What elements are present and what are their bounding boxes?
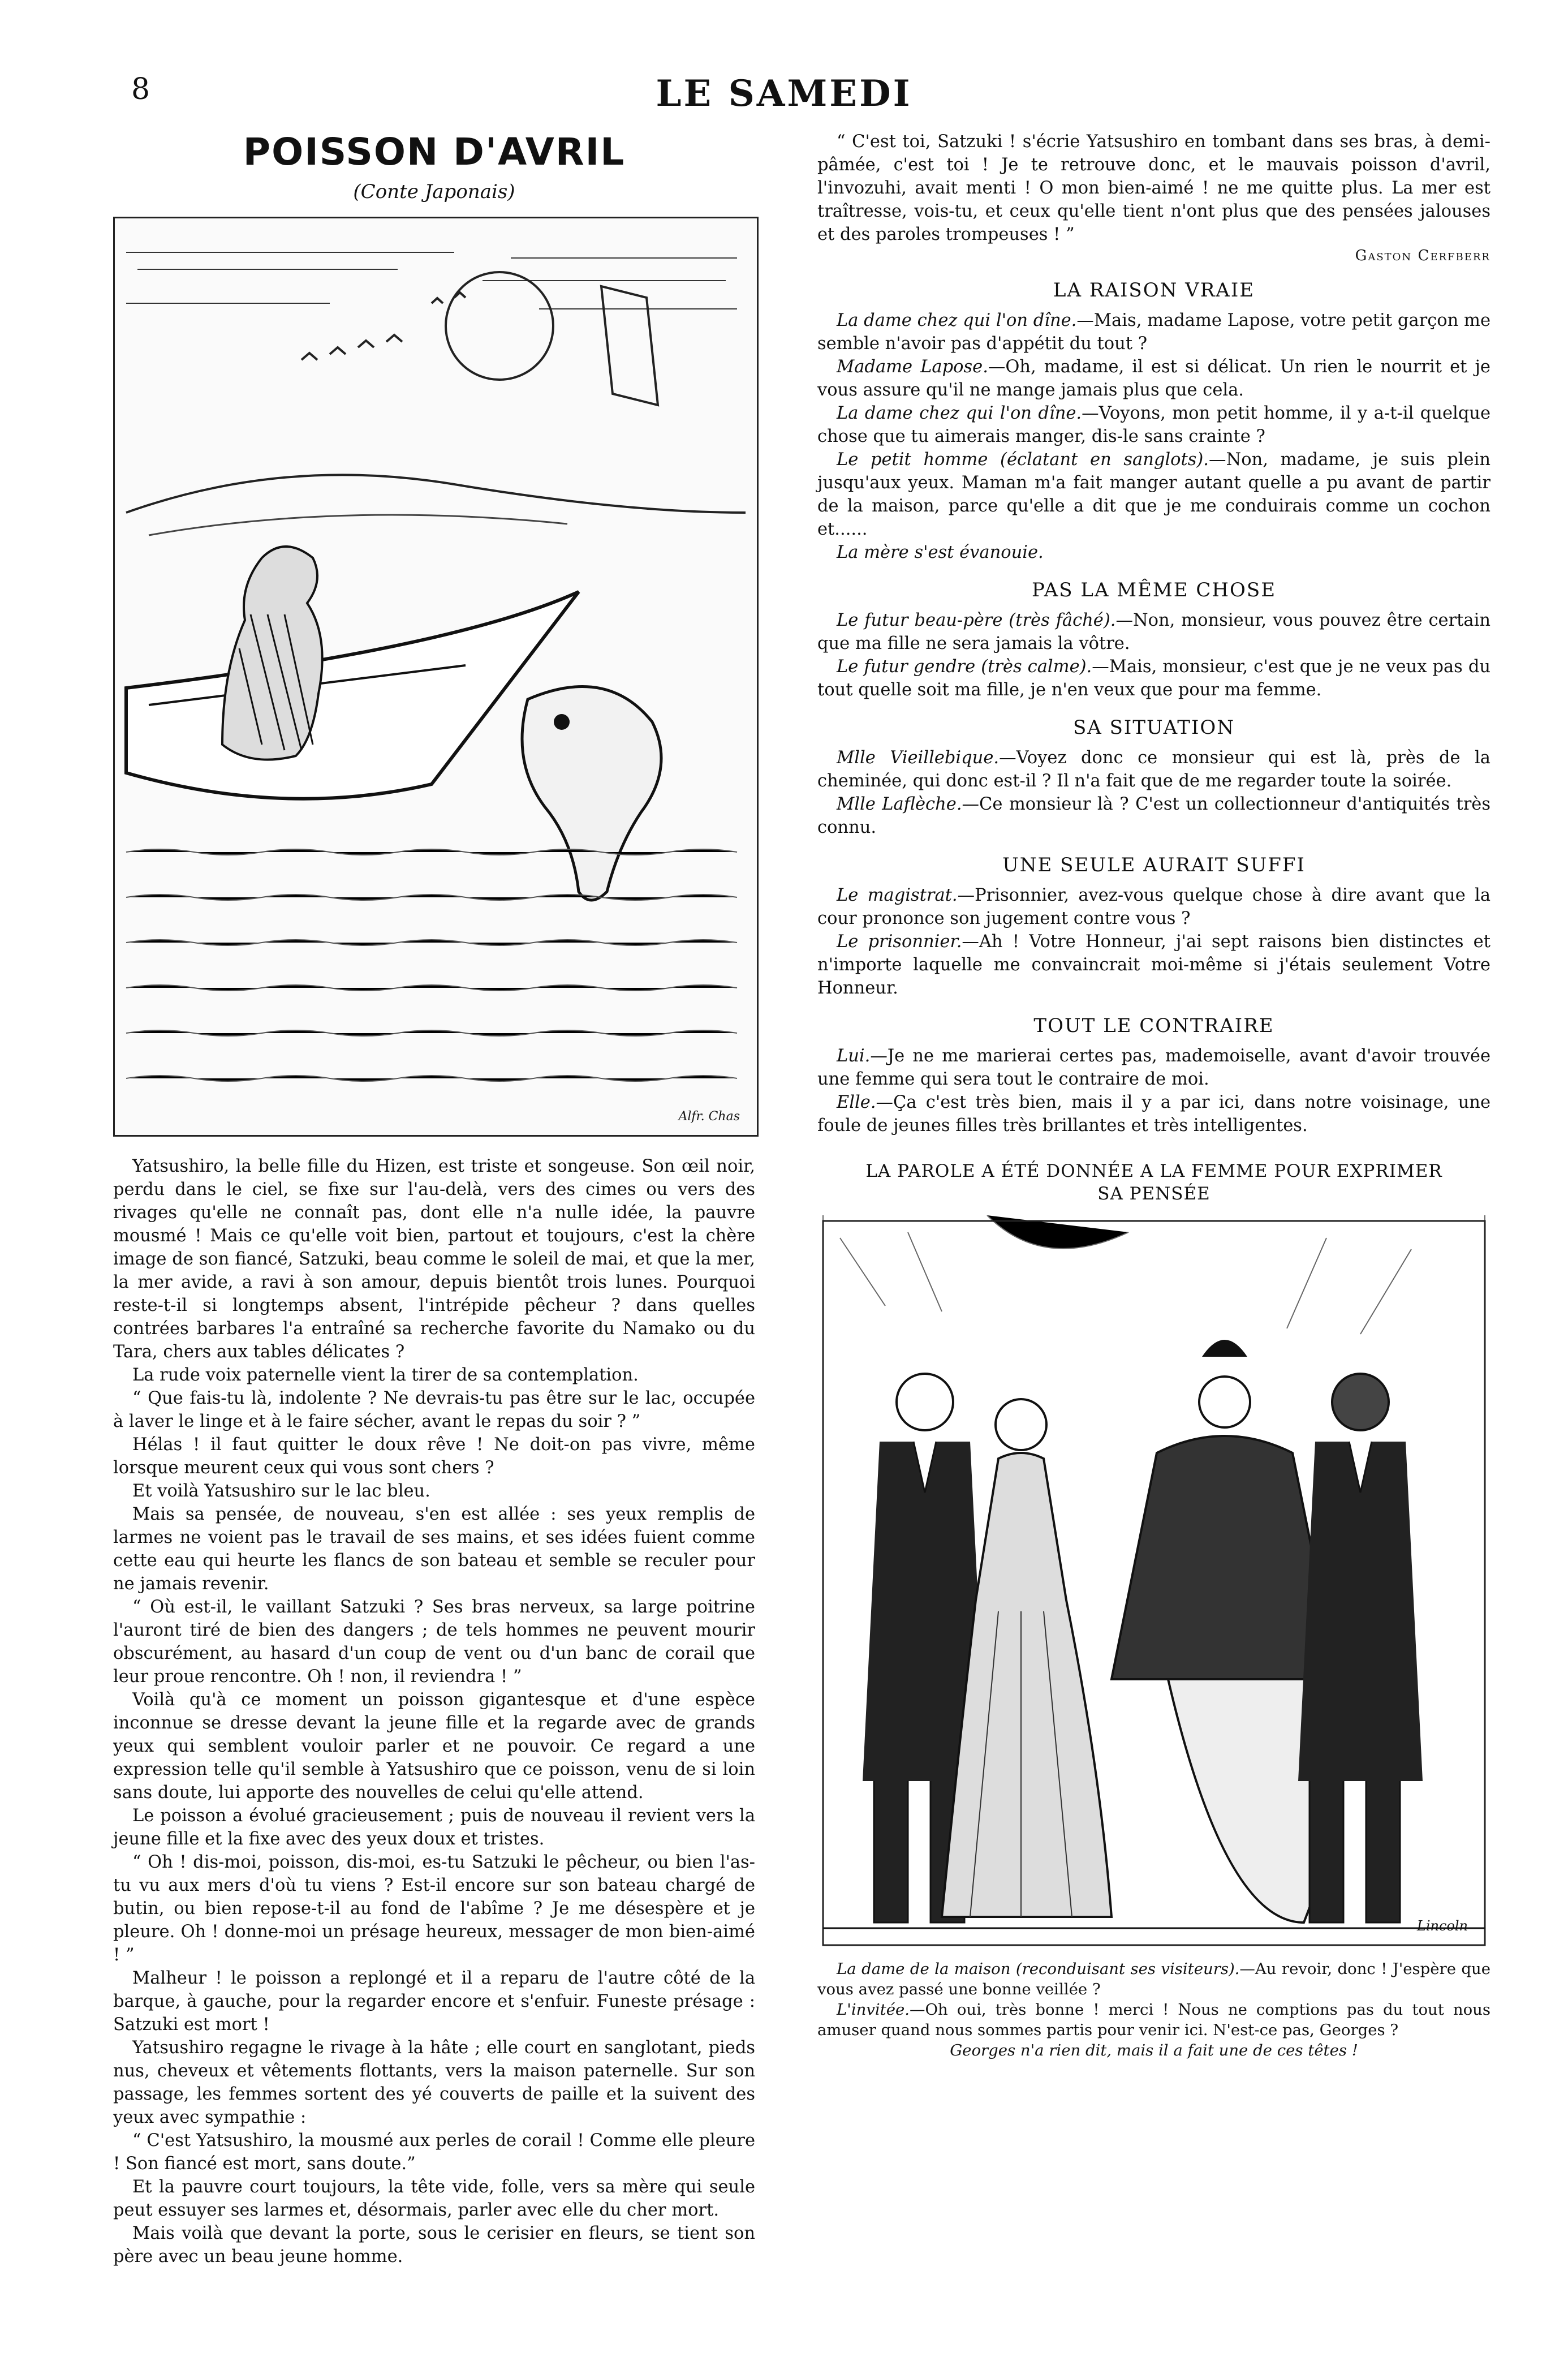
story-paragraph: Le poisson a évolué gracieusement ; puis de nouveau il revient vers la jeune fille et la fixe avec des yeux doux et tristes. bbox=[113, 1806, 755, 1849]
story-paragraph: “ C'est Yatsushiro, la mousmé aux perles de corail ! Comme elle pleure ! Son fiancé est mort, sans doute.” bbox=[113, 2131, 755, 2174]
story-paragraph: Yatsushiro regagne le rivage à la hâte ; elle court en sanglotant, pieds nus, cheveux et vêtements flottants, vers la maison paternelle. Sur son passage, les femmes sortent des yé couverts de paille et la suivent des yeux avec sympathie : bbox=[113, 2038, 755, 2127]
joke-line: —Je ne me marierai certes pas, mademoiselle, avant d'avoir trouvée une femme qui sera tout le contraire de moi. bbox=[817, 1046, 1491, 1089]
caption-line: —Au revoir, donc ! J'espère que vous avez passé une bonne veillée ? bbox=[817, 1960, 1491, 1998]
cartoon-caption bbox=[817, 1959, 1491, 2061]
story-author: Gaston Cerfberr bbox=[1355, 247, 1491, 264]
joke-line: —Mais, madame Lapose, votre petit garçon me semble n'avoir pas d'appétit du tout ? bbox=[817, 311, 1491, 354]
page-number: 8 bbox=[131, 72, 150, 106]
joke-line: —Ça c'est très bien, mais il y a par ici, dans notre voisinage, une foule de jeunes filles très brillantes et très intelligentes. bbox=[817, 1093, 1491, 1136]
story-paragraph: Yatsushiro, la belle fille du Hizen, est triste et songeuse. Son œil noir, perdu dans le ciel, se fixe sur l'au-delà, vers des cimes ou vers des rivages qu'elle ne connaît pas, dont elle n'a nulle idée, la pauvre mousmé ! Mais ce qu'elle voit bien, partout et toujours, c'est la chère image de son fiancé, Satzuki, beau comme le soleil de mai, et que la mer, la mer avide, a ravi à son amour, depuis bientôt trois lunes. Pourquoi reste-t-il si longtemps absent, l'intrépide pêcheur ? dans quelles contrées barbares l'a entraîné sa recherche favorite du Namako ou du Tara, chers aux tables délicates ? bbox=[113, 1156, 755, 1362]
joke-speaker: Le magistrat. bbox=[837, 885, 958, 905]
joke-speaker: Mlle Laflèche. bbox=[837, 794, 962, 814]
story-subtitle: (Conte Japonais) bbox=[353, 180, 515, 203]
joke-line: —Voyez donc ce monsieur qui est là, près de la cheminée, qui donc est-il ? Il n'a fait que de me regarder toute la soirée. bbox=[817, 748, 1491, 791]
moon-icon bbox=[446, 272, 553, 380]
story-paragraph: Et voilà Yatsushiro sur le lac bleu. bbox=[132, 1481, 430, 1501]
caption-speaker: L'invitée. bbox=[837, 2001, 910, 2019]
story-paragraph: Et la pauvre court toujours, la tête vide, folle, vers sa mère qui seule peut essuyer ses larmes et, désormais, parler avec elle du cher mort. bbox=[113, 2177, 755, 2220]
story-title: POISSON D'AVRIL bbox=[243, 130, 626, 174]
story-paragraph: Mais sa pensée, de nouveau, s'en est allée : ses yeux remplis de larmes ne voient pas le travail de ses mains, et ses idées fuient comme cette eau qui heurte les flancs de son bateau et semble se reculer pour ne jamais revenir. bbox=[113, 1504, 755, 1594]
joke-speaker: La dame chez qui l'on dîne. bbox=[837, 311, 1077, 330]
joke-speaker: Le futur beau-père (très fâché). bbox=[837, 610, 1116, 630]
joke-speaker: Mlle Vieillebique. bbox=[837, 748, 1000, 768]
joke-speaker: Le petit homme (éclatant en sanglots). bbox=[837, 450, 1209, 470]
journal-masthead: LE SAMEDI bbox=[656, 72, 912, 115]
illustration-signature: Alfr. Chas bbox=[678, 1109, 740, 1124]
joke-title: UNE SEULE AURAIT SUFFI bbox=[1002, 854, 1306, 876]
story-paragraph: “ Oh ! dis-moi, poisson, dis-moi, es-tu Satzuki le pêcheur, ou bien l'as-tu vu aux mers d'où tu viens ? Est-il encore sur son bateau chargé de butin, ou bien repose-t-il au fond de l'abîme ? Je me désespère et je pleure. Oh ! donne-moi un présage heureux, messager de mon bien-aimé ! ” bbox=[113, 1852, 755, 1965]
cartoon-title bbox=[817, 1160, 1491, 1205]
caption-line: Georges n'a rien dit, mais il a fait une de ces têtes ! bbox=[950, 2041, 1358, 2059]
story-paragraph: Mais voilà que devant la porte, sous le cerisier en fleurs, se tient son père avec un beau jeune homme. bbox=[113, 2224, 755, 2267]
right-column bbox=[817, 130, 1491, 2061]
cartoon-illustration bbox=[817, 1215, 1491, 1951]
cartoon-title-line: SA PENSÉE bbox=[1097, 1184, 1211, 1204]
story-paragraph: Voilà qu'à ce moment un poisson gigantesque et d'une espèce inconnue se dresse devant la jeune fille et la regarde avec de grands yeux qui semblent vouloir parler et ne pouvoir. Ce regard a une expression telle qu'il semble à Yatsushiro que ce poisson, venu de si loin sans doute, lui apporte des nouvelles de celui qu'elle attend. bbox=[113, 1690, 755, 1803]
joke-line: —Non, madame, je suis plein jusqu'aux yeux. Maman m'a fait manger autant quelle a pu avant de partir de la maison, parce qu'elle a dit que je me conduirais comme un cochon et...... bbox=[817, 450, 1491, 539]
joke-speaker: Lui. bbox=[837, 1046, 871, 1066]
caption-line: —Oh oui, très bonne ! merci ! Nous ne comptions pas du tout nous amuser quand nous sommes partis pour venir ici. N'est-ce pas, Georges ? bbox=[817, 2001, 1491, 2039]
story-continuation bbox=[817, 130, 1491, 246]
joke-line: —Non, monsieur, vous pouvez être certain que ma fille ne sera jamais la vôtre. bbox=[817, 610, 1491, 653]
story-illustration bbox=[113, 217, 759, 1137]
joke-speaker: Elle. bbox=[837, 1093, 876, 1112]
salon-scene-illustration bbox=[817, 1215, 1491, 1951]
joke-line: —Oh, madame, il est si délicat. Un rien le nourrit et je vous assure qu'il ne mange jamais plus que cela. bbox=[817, 357, 1491, 400]
cartoon-signature: Lincoln bbox=[1416, 1918, 1468, 1934]
jokes-section bbox=[817, 279, 1491, 1137]
boat-and-fish-illustration bbox=[115, 218, 757, 1135]
joke-speaker: La dame chez qui l'on dîne. bbox=[837, 403, 1082, 423]
joke-speaker: Le prisonnier. bbox=[837, 932, 962, 952]
caption-speaker: La dame de la maison (reconduisant ses visiteurs). bbox=[837, 1960, 1240, 1978]
joke-line: —Ah ! Votre Honneur, j'ai sept raisons bien distinctes et n'importe laquelle me convaincrait moi-même si j'étais seulement Votre Honneur. bbox=[817, 932, 1491, 998]
joke-speaker: La mère s'est évanouie. bbox=[837, 543, 1044, 562]
joke-speaker: Le futur gendre (très calme). bbox=[837, 657, 1092, 677]
story-paragraph: Malheur ! le poisson a replongé et il a reparu de l'autre côté de la barque, à gauche, pour la regarder encore et s'enfuir. Funeste présage : Satzuki est mort ! bbox=[113, 1968, 755, 2035]
joke-line: —Mais, monsieur, c'est que je ne veux pas du tout quelle soit ma fille, je n'en veux que pour ma femme. bbox=[817, 657, 1491, 700]
story-column bbox=[113, 130, 755, 2268]
joke-title: PAS LA MÊME CHOSE bbox=[1031, 579, 1277, 601]
joke-speaker: Madame Lapose. bbox=[837, 357, 988, 377]
cartoon-title-line: LA PAROLE A ÉTÉ DONNÉE A LA FEMME POUR EXPRIMER bbox=[865, 1161, 1442, 1181]
story-body bbox=[113, 1155, 755, 2268]
joke-line: —Voyons, mon petit homme, il y a-t-il quelque chose que tu aimerais manger, dis-le sans crainte ? bbox=[817, 403, 1491, 446]
joke-title: LA RAISON VRAIE bbox=[1053, 279, 1255, 302]
joke-line: —Ce monsieur là ? C'est un collectionneur d'antiquités très connu. bbox=[817, 794, 1491, 837]
joke-title: TOUT LE CONTRAIRE bbox=[1033, 1014, 1274, 1037]
fish-icon bbox=[522, 687, 661, 901]
story-paragraph: La rude voix paternelle vient la tirer de sa contemplation. bbox=[132, 1365, 639, 1385]
story-paragraph: “ C'est toi, Satzuki ! s'écrie Yatsushiro en tombant dans ses bras, à demi-pâmée, c'est toi ! Je te retrouve donc, et le mauvais poisson d'avril, l'invozuhi, avait menti ! O mon bien-aimé ! ne me quitte plus. La mer est traîtresse, vois-tu, et ceux qu'elle tient n'ont plus que des pensées jalouses et des paroles trompeuses ! ” bbox=[817, 132, 1491, 244]
story-paragraph: Hélas ! il faut quitter le doux rêve ! Ne doit-on pas vivre, même lorsque meurent ceux qui vous sont chers ? bbox=[113, 1435, 755, 1478]
joke-title: SA SITUATION bbox=[1072, 716, 1235, 739]
joke-line: —Prisonnier, avez-vous quelque chose à dire avant que la cour prononce son jugement contre vous ? bbox=[817, 885, 1491, 928]
story-paragraph: “ Que fais-tu là, indolente ? Ne devrais-tu pas être sur le lac, occupée à laver le linge et à le faire sécher, avant le repas du soir ? ” bbox=[113, 1388, 755, 1431]
story-paragraph: “ Où est-il, le vaillant Satzuki ? Ses bras nerveux, sa large poitrine l'auront tiré de bien des dangers ; de tels hommes ne peuvent mourir obscurément, au hasard d'un coup de vent ou d'un banc de corail que leur proue rencontre. Oh ! non, il reviendra ! ” bbox=[113, 1597, 755, 1687]
